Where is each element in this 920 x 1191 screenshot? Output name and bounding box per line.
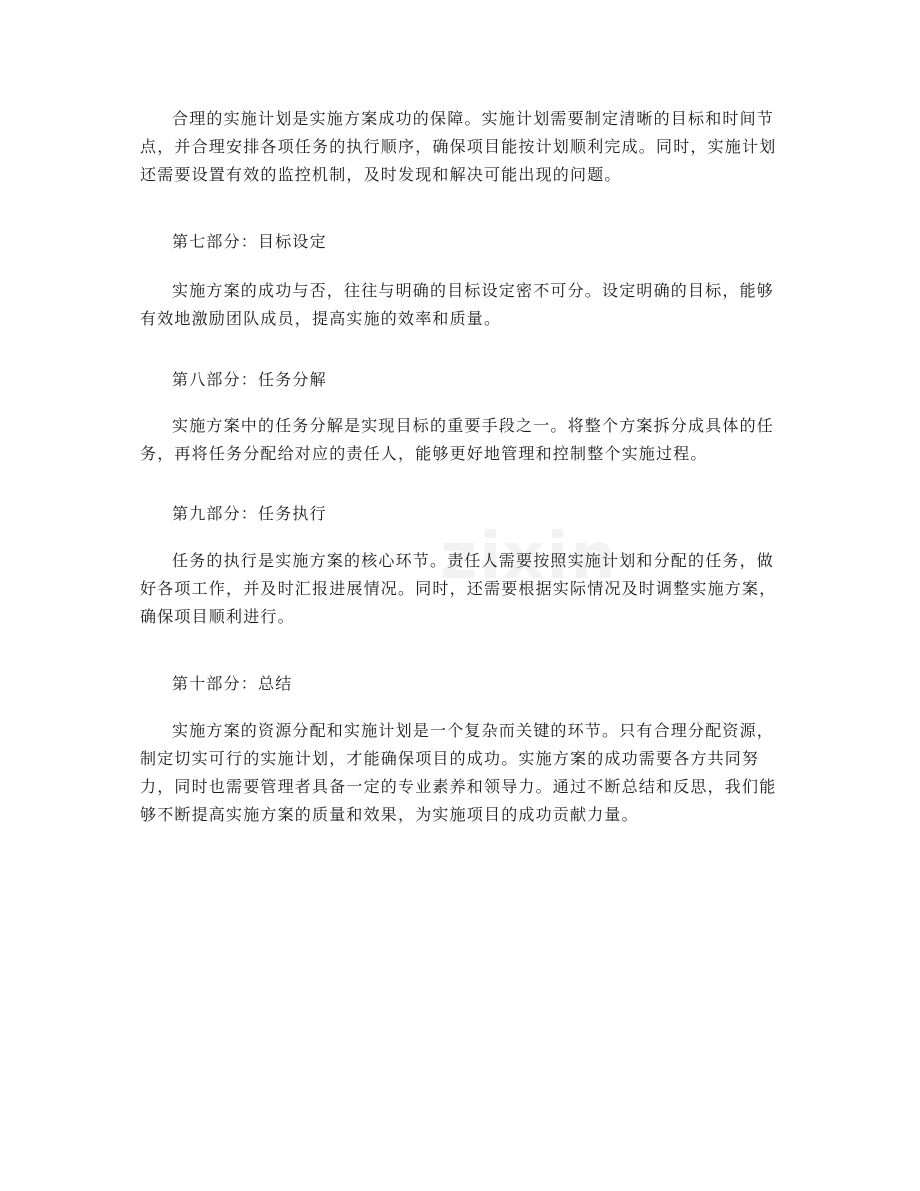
paragraph-task-breakdown: 实施方案中的任务分解是实现目标的重要手段之一。将整个方案拆分成具体的任务，再将任务分配给对应的责任人，能够更好地管理和控制整个实施过程。 — [140, 416, 775, 463]
paragraph-task-execution: 任务的执行是实施方案的核心环节。责任人需要按照实施计划和分配的任务，做好各项工作，并及时汇报进展情况。同时，还需要根据实际情况及时调整实施方案，确保项目顺利进行。 — [140, 551, 777, 626]
heading-part-7: 第七部分：目标设定 — [172, 232, 327, 251]
paragraph-summary: 实施方案的资源分配和实施计划是一个复杂而关键的环节。只有合理分配资源，制定切实可行的实施计划，才能确保项目的成功。实施方案的成功需要各方共同努力，同时也需要管理者具备一定的专业素养和领导力。通过不断总结和反思，我们能够不断提高实施方案的质量和效果，为实施项目的成功贡献力量。 — [140, 721, 777, 824]
heading-part-9: 第九部分：任务执行 — [172, 504, 327, 523]
watermark-logo: zixin — [440, 520, 618, 594]
paragraph-implementation-plan: 合理的实施计划是实施方案成功的保障。实施计划需要制定清晰的目标和时间节点，并合理安排各项任务的执行顺序，确保项目能按计划顺利完成。同时，实施计划还需要设置有效的监控机制，及时发现和解决可能出现的问题。 — [140, 109, 777, 184]
heading-part-10: 第十部分：总结 — [172, 674, 293, 693]
paragraph-goal-setting: 实施方案的成功与否，往往与明确的目标设定密不可分。设定明确的目标，能够有效地激励团队成员，提高实施的效率和质量。 — [140, 281, 775, 328]
heading-part-8: 第八部分：任务分解 — [172, 370, 327, 389]
